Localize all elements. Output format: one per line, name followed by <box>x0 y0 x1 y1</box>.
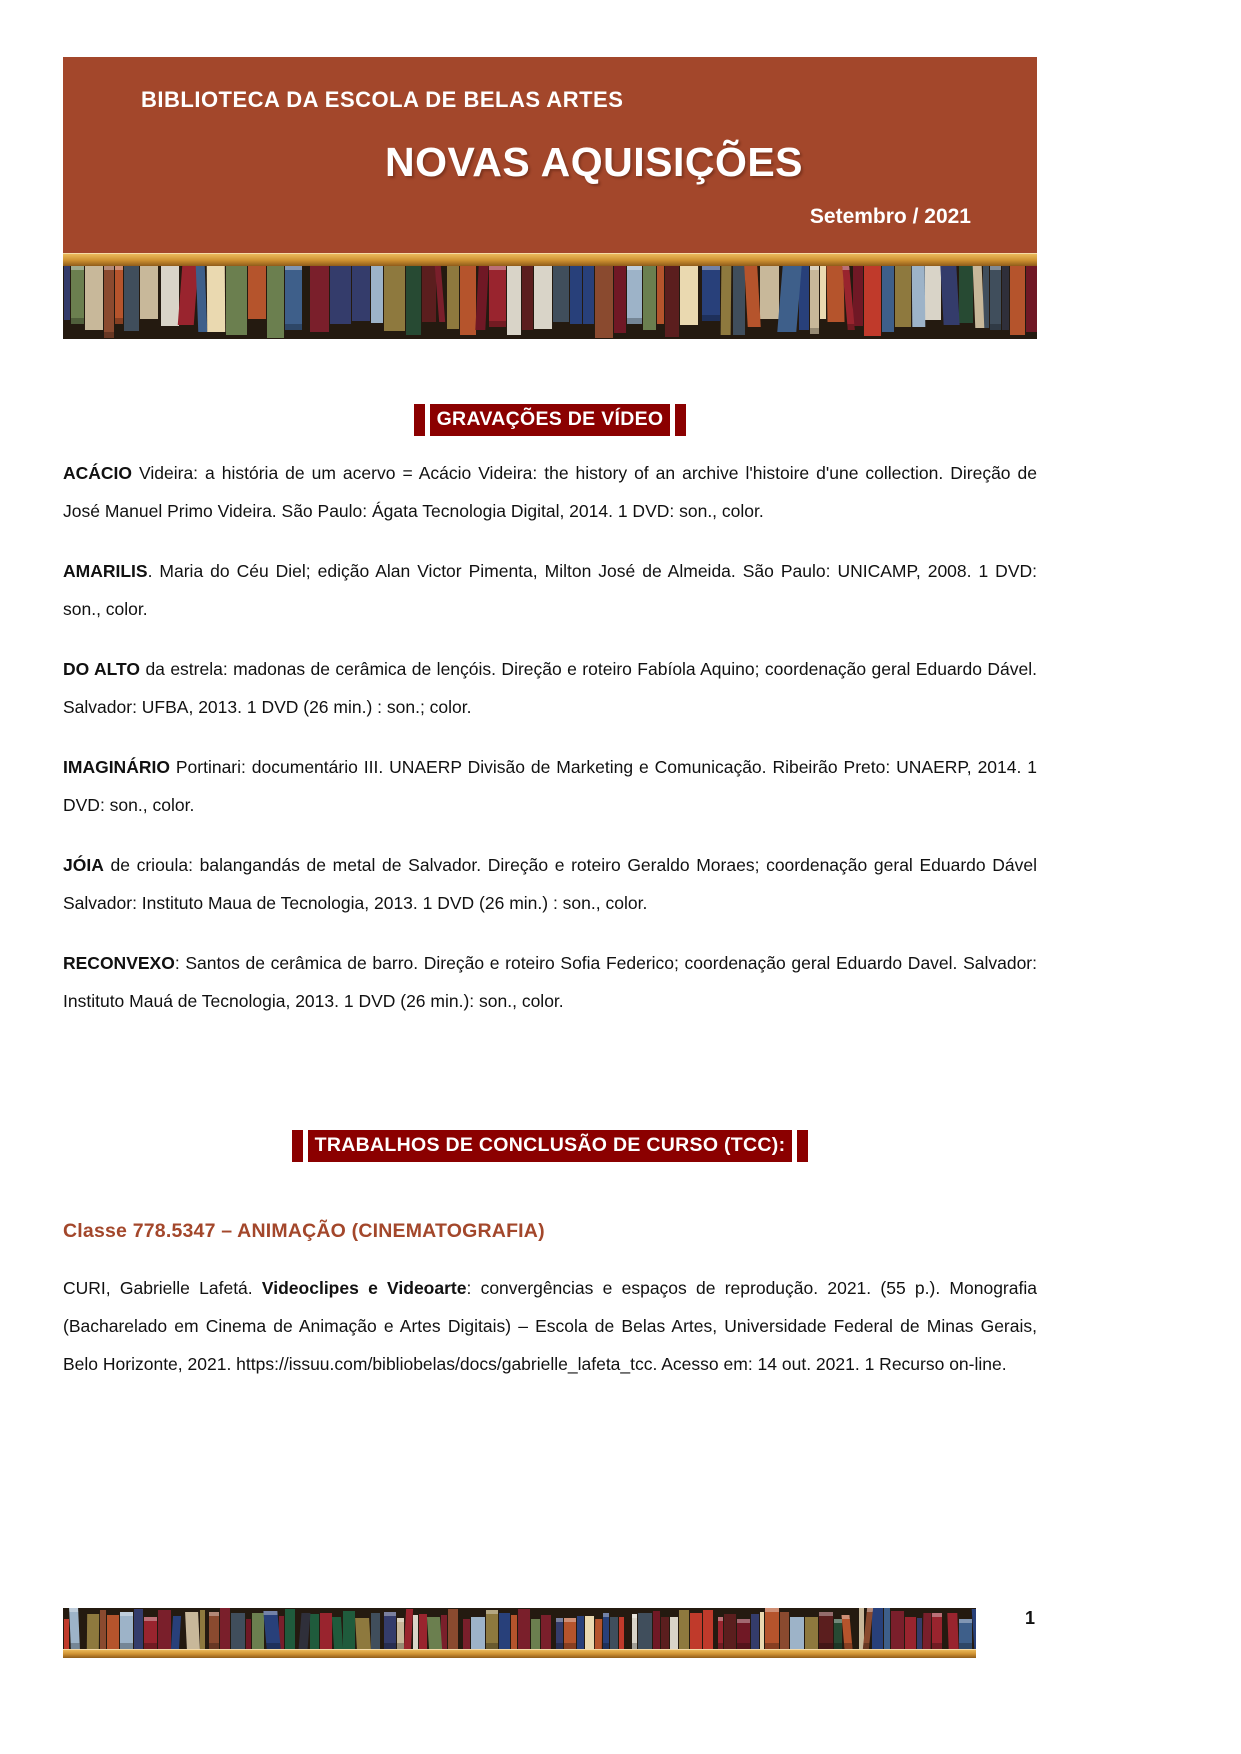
class-subheading: Classe 778.5347 – ANIMAÇÃO (CINEMATOGRAFIA) <box>63 1220 545 1242</box>
catalog-entry-acacio <box>63 454 1037 530</box>
heading-accent-block <box>414 404 425 436</box>
entry-lead: ACÁCIO <box>63 463 133 483</box>
entry-text: CURI, Gabrielle Lafetá. <box>63 1278 262 1298</box>
entry-lead: JÓIA <box>63 855 104 875</box>
entry-text: . Maria do Céu Diel; edição Alan Victor Pimenta, Milton José de Almeida. São Paulo: UNICAMP, 2008. 1 DVD: son., color. <box>63 561 1037 619</box>
footer-bookshelf-image <box>63 1608 976 1658</box>
entry-text: Videira: a história de um acervo = Acácio Videira: the history of an archive l'histoire d'une collection. Direção de José Manuel Primo Videira. São Paulo: Ágata Tecnologia Digital, 2014. 1 DVD: son., color. <box>63 463 1037 521</box>
bookshelf-image <box>63 253 1037 339</box>
catalog-entry-curi <box>63 1269 1037 1383</box>
entry-lead: AMARILIS <box>63 561 148 581</box>
entry-bold-title: Videoclipes e Videoarte <box>261 1278 467 1298</box>
document-body <box>63 404 1037 1383</box>
catalog-entry-do-alto <box>63 650 1037 726</box>
entry-text: Portinari: documentário III. UNAERP Divisão de Marketing e Comunicação. Ribeirão Preto: UNAERP, 2014. 1 DVD: son., color. <box>63 757 1037 815</box>
book-spines <box>63 266 1037 339</box>
entry-text: : Santos de cerâmica de barro. Direção e roteiro Sofia Federico; coordenação geral Eduardo Davel. Salvador: Instituto Mauá de Tecnologia, 2013. 1 DVD (26 min.): son., color. <box>63 953 1037 1011</box>
library-name: BIBLIOTECA DA ESCOLA DE BELAS ARTES <box>141 87 624 112</box>
shelf-edge <box>63 1649 976 1658</box>
entry-lead: DO ALTO <box>63 659 141 679</box>
catalog-entry-reconvexo <box>63 944 1037 1020</box>
issue-date: Setembro / 2021 <box>809 205 971 228</box>
catalog-entry-joia <box>63 846 1037 922</box>
bulletin-title: NOVAS AQUISIÇÕES <box>384 139 804 185</box>
entry-text: da estrela: madonas de cerâmica de lençóis. Direção e roteiro Fabíola Aquino; coordenação geral Eduardo Dável. Salvador: UFBA, 2013. 1 DVD (26 min.) : son.; color. <box>63 659 1037 717</box>
catalog-entry-amarilis <box>63 552 1037 628</box>
heading-accent-block <box>797 1130 808 1162</box>
heading-accent-block <box>675 404 686 436</box>
section-heading-text: GRAVAÇÕES DE VÍDEO <box>430 404 671 436</box>
catalog-entry-imaginario <box>63 748 1037 824</box>
entry-lead: RECONVEXO <box>63 953 175 973</box>
page-number: 1 <box>1024 1608 1035 1628</box>
entry-text: de crioula: balangandás de metal de Salvador. Direção e roteiro Geraldo Moraes; coordenação geral Eduardo Dável Salvador: Instituto Maua de Tecnologia, 2013. 1 DVD (26 min.) : son., color. <box>63 855 1037 913</box>
section-heading-gravacoes-de-video <box>63 404 1037 436</box>
shelf-edge <box>63 253 1037 266</box>
heading-accent-block <box>292 1130 303 1162</box>
section-heading-tcc <box>63 1130 1037 1162</box>
entry-text: : convergências e espaços de reprodução. 2021. (55 p.). Monografia (Bacharelado em Cinema de Animação e Artes Digitais) – Escola de Belas Artes, Universidade Federal de Minas Gerais, Belo Horizonte, 2021. https://issuu.com/bibliobelas/docs/gabrielle_lafeta_tcc. Acesso em: 14 out. 2021. 1 Recurso on-line. <box>63 1278 1037 1374</box>
book-spines <box>63 1608 976 1649</box>
header-banner <box>63 57 1037 253</box>
section-heading-text: TRABALHOS DE CONCLUSÃO DE CURSO (TCC): <box>308 1130 793 1162</box>
entry-lead: IMAGINÁRIO <box>63 757 170 777</box>
